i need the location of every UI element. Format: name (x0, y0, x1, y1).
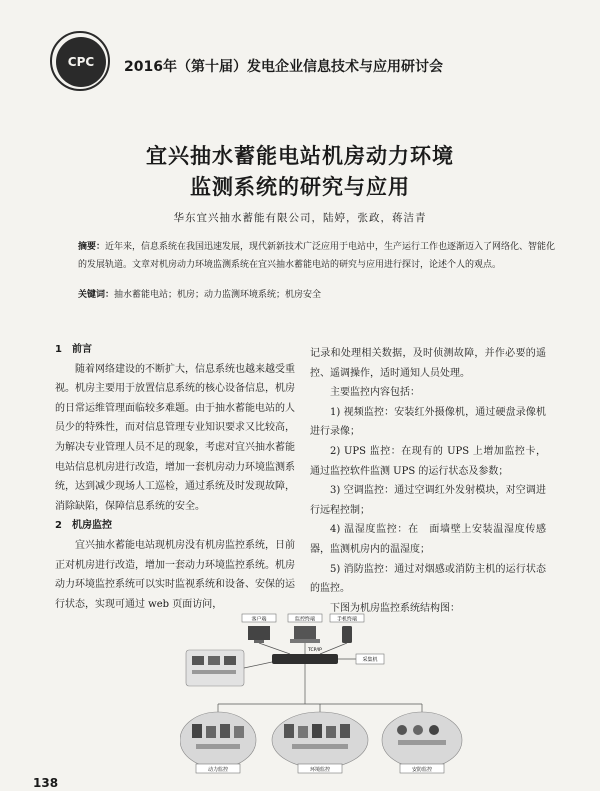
monitoring-architecture-diagram (180, 612, 480, 780)
client-terminal-label: 客户端 (251, 616, 267, 623)
monitor-list-intro: 主要监控内容包括： (330, 387, 420, 399)
security-monitoring-label: 安防监控 (411, 767, 433, 773)
monitor-item-ups: 2) UPS 监控：在现有的 UPS 上增加监控卡，通过监控软件监测 UPS 的运行状态及参数； (310, 445, 546, 477)
section-2-paragraph: 宜兴抽水蓄能电站现机房没有机房监控系统，日前正对机房进行改造，增加一套动力环境监控系统。机房动力环境监控系统可以实时监视系统和设备、安保的运行状态，实现可通过 web 页面访问， (55, 539, 295, 610)
section-1-heading: 1 前言 (55, 344, 92, 355)
right-column (310, 344, 546, 618)
left-column (55, 340, 295, 614)
laptop-icon (294, 626, 316, 639)
power-monitoring-cloud (180, 712, 256, 773)
mobile-terminal (330, 614, 364, 643)
paper-title-line2: 监测系统的研究与应用 (190, 175, 410, 199)
tcp-ip-label: TCP/IP (308, 648, 322, 653)
monitor-item-video: 1) 视频监控：安装红外摄像机，通过硬盘录像机进行录像； (310, 406, 546, 438)
abstract-label: 摘要： (78, 242, 106, 252)
continued-paragraph: 记录和处理相关数据，及时侦测故障，并作必要的遥控、遥调操作，适时通知人员处理。 (310, 348, 546, 379)
paper-authors: 华东宜兴抽水蓄能有限公司，陆婷，张政，蒋洁青 (173, 212, 427, 224)
monitor-terminal-label: 监控终端 (294, 616, 316, 623)
abstract-text: 近年来，信息系统在我国迅速发展，现代新新技术广泛应用于电站中，生产运行工作也逐渐迈入了网络化、智能化的发展轨道。文章对机房动力环境监测系统在宜兴抽水蓄能电站的研究与应用进行探讨，论述个人的观点。 (78, 242, 556, 270)
abstract (78, 238, 556, 274)
monitor-item-aircon: 3) 空调监控：通过空调红外发射模块，对空调进行远程控制； (310, 485, 546, 516)
collector-panel (186, 650, 244, 686)
keywords-text: 抽水蓄能电站；机房；动力监测环境系统；机房安全 (114, 290, 322, 300)
figure-intro: 下图为机房监控系统结构图： (330, 602, 460, 614)
monitor-terminal (288, 614, 322, 643)
network-switch-icon (272, 654, 338, 664)
security-monitoring-cloud (382, 712, 462, 773)
section-2-heading: 2 机房监控 (55, 520, 112, 532)
keywords (78, 287, 556, 300)
server-label: 采集机 (362, 657, 378, 663)
phone-icon (342, 626, 352, 643)
environment-monitoring-label: 环境监控 (309, 767, 331, 773)
power-monitoring-label: 动力监控 (207, 767, 229, 773)
conference-logo-text: CPC (67, 55, 95, 69)
client-terminal (242, 614, 276, 643)
keywords-label: 关键词： (78, 290, 115, 300)
page-number: 138 (33, 776, 59, 790)
mobile-terminal-label: 手机终端 (336, 616, 358, 623)
conference-logo (56, 37, 106, 87)
section-1-paragraph: 随着网络建设的不断扩大，信息系统也越来越受重视。机房主要用于放置信息系统的核心设备信息，机房的日常运维管理面临较多难题。由于抽水蓄能电站的人员少的特殊性，而对信息管理专业知识要求又比较高，为解决专业管理人员不足的现象，考虑对宜兴抽水蓄能电站信息机房进行改造，增加一套机房动力环境监测系统，达到减少现场人工巡检，通过系统及时发现故障，消除缺陷，保障信息系统的安全。 (55, 363, 295, 512)
monitor-item-fire: 5) 消防监控：通过对烟感或消防主机的运行状态的监控。 (310, 563, 546, 595)
paper-title-line1: 宜兴抽水蓄能电站机房动力环境 (146, 144, 454, 168)
environment-monitoring-cloud (272, 712, 368, 773)
monitor-icon (248, 626, 270, 640)
monitor-item-humidity: 4) 温湿度监控：在 面墙壁上安装温湿度传感器，监测机房内的温湿度； (310, 524, 546, 555)
conference-title: 2016年（第十届）发电企业信息技术与应用研讨会 (124, 59, 443, 75)
